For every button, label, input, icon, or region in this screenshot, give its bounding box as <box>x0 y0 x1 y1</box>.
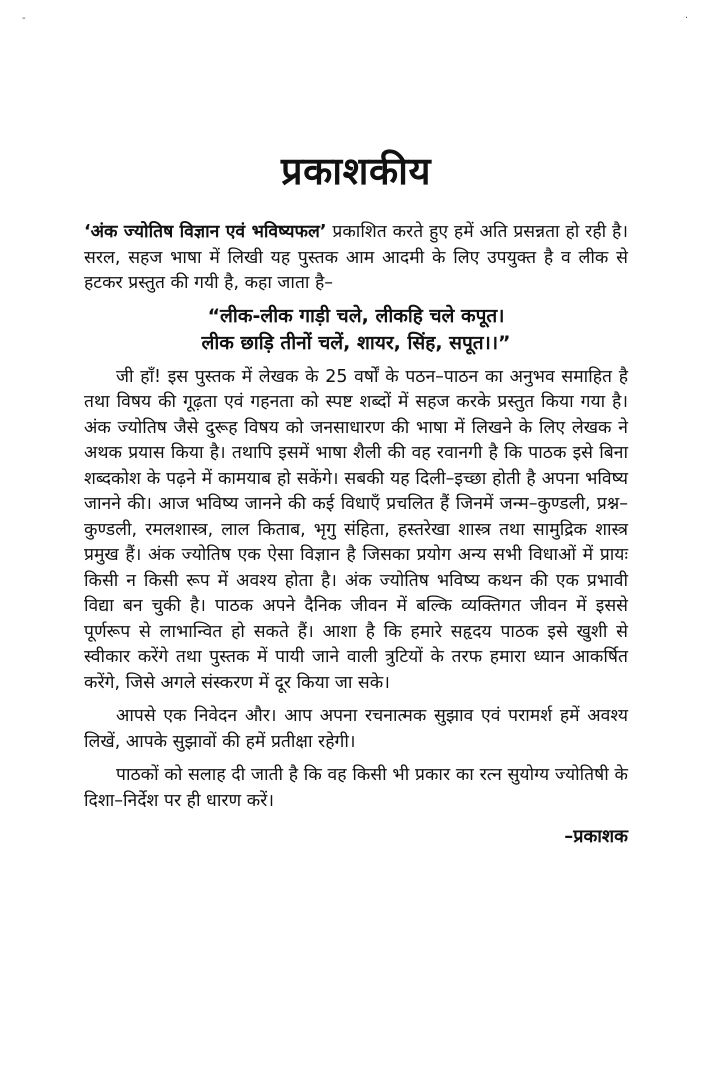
couplet-line-2: लीक छाड़ि तीनों चलें, शायर, सिंह, सपूत।।” <box>201 331 511 354</box>
page-title: प्रकाशकीय <box>280 149 432 193</box>
intro-text: प्रकाशित करते हुए हमें अति प्रसन्नता हो रही है। सरल, सहज भाषा में लिखी यह पुस्तक आम आदमी के लिए उपयुक्त है व लीक से हटकर प्रस्तुत की गयी है, कहा जाता है– <box>84 222 628 293</box>
intro-paragraph <box>84 220 628 297</box>
corner-mark-right: · <box>684 13 688 24</box>
signature: –प्रकाशक <box>564 826 628 847</box>
corner-mark-left: - <box>22 13 26 24</box>
body-paragraph-1: जी हाँ! इस पुस्तक में लेखक के 25 वर्षों के पठन–पाठन का अनुभव समाहित है तथा विषय की गूढ़ता एवं गहनता को स्पष्ट शब्दों में सहज करके प्रस्तुत किया गया है। अंक ज्योतिष जैसे दुरूह विषय को जनसाधारण की भाषा में लिखने के लिए लेखक ने अथक प्रयास किया है। तथापि इसमें भाषा शैली की वह रवानगी है कि पाठक इसे बिना शब्दकोश के पढ़ने में कामयाब हो सकेंगे। सबकी यह दिली–इच्छा होती है अपना भविष्य जानने की। आज भविष्य जानने की कई विधाएँ प्रचलित हैं जिनमें जन्म–कुण्डली, प्रश्न–कुण्डली, रमलशास्त्र, लाल किताब, भृगु संहिता, हस्तरेखा शास्त्र तथा सामुद्रिक शास्त्र प्रमुख हैं। अंक ज्योतिष एक ऐसा विज्ञान है जिसका प्रयोग अन्य सभी विधाओं में प्रायः किसी न किसी रूप में अवश्य होता है। अंक ज्योतिष भविष्य कथन की एक प्रभावी विद्या बन चुकी है। पाठक अपने दैनिक जीवन में बल्कि व्यक्तिगत जीवन में इससे पूर्णरूप से लाभान्वित हो सकते हैं। आशा है कि हमारे सहृदय पाठक इसे खुशी से स्वीकार करेंगे तथा पुस्तक में पायी जाने वाली त्रुटियों के तरफ हमारा ध्यान आकर्षित करेंगे, जिसे अगले संस्करण में दूर किया जा सके। <box>84 366 628 693</box>
body-paragraph-2: आपसे एक निवेदन और। आप अपना रचनात्मक सुझाव एवं परामर्श हमें अवश्य लिखें, आपके सुझावों की हमें प्रतीक्षा रहेगी। <box>84 706 628 752</box>
book-title: ‘अंक ज्योतिष विज्ञान एवं भविष्यफल’ <box>84 222 327 242</box>
body-paragraph-3: पाठकों को सलाह दी जाती है कि वह किसी भी प्रकार का रत्न सुयोग्य ज्योतिषी के दिशा–निर्देश पर ही धारण करें। <box>84 765 628 811</box>
couplet <box>84 303 628 357</box>
couplet-line-1: “लीक-लीक गाड़ी चले, लीकहि चले कपूत। <box>207 304 505 327</box>
publisher-note-page <box>84 140 628 850</box>
